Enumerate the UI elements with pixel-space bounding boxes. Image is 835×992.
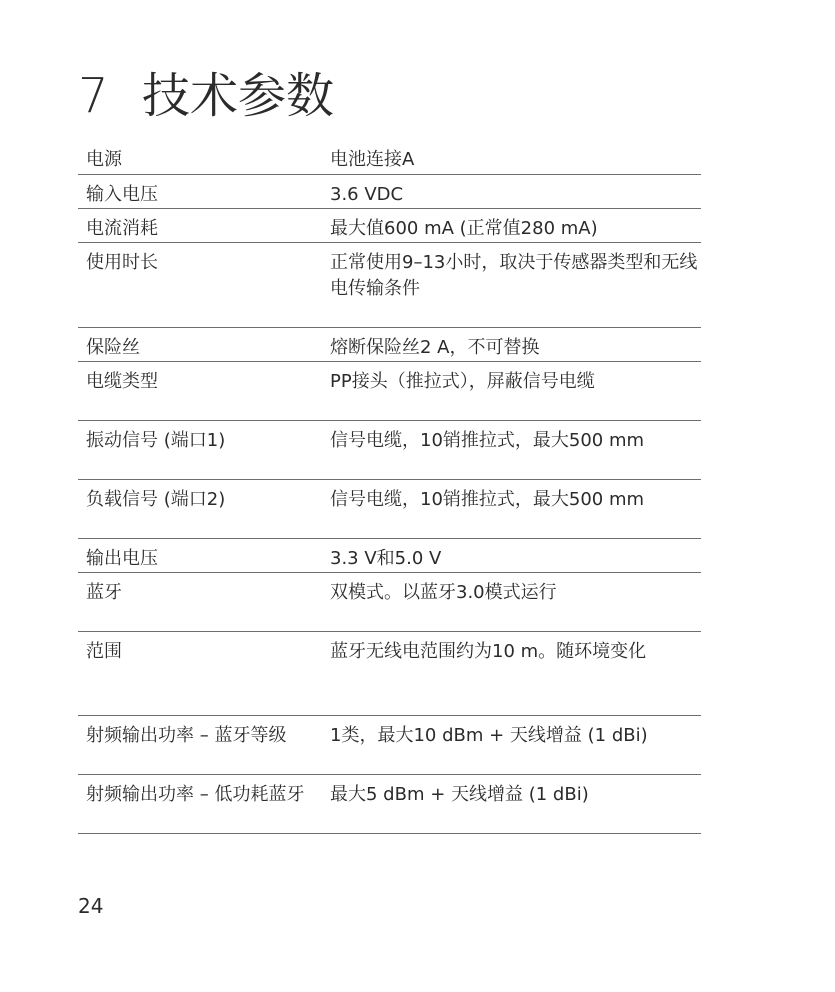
spec-label: 输出电压 xyxy=(86,548,158,569)
spec-row-bluetooth xyxy=(78,573,701,632)
spec-table xyxy=(78,140,701,834)
spec-label: 电缆类型 xyxy=(86,371,158,392)
section-title: 技术参数 xyxy=(142,68,335,124)
spec-row-operating-time xyxy=(78,243,701,328)
spec-value: 3.3 V和5.0 V xyxy=(330,548,442,569)
spec-value: 熔断保险丝2 A，不可替换 xyxy=(330,337,540,358)
spec-value: 电池连接A xyxy=(330,149,415,170)
spec-label: 蓝牙 xyxy=(86,582,122,603)
spec-label: 负载信号 (端口2) xyxy=(86,489,226,510)
spec-value: 信号电缆，10销推拉式，最大500 mm xyxy=(330,489,645,510)
spec-row-power-source xyxy=(78,140,701,175)
spec-value: 1类，最大10 dBm + 天线增益 (1 dBi) xyxy=(330,725,648,746)
spec-label: 使用时长 xyxy=(86,252,158,273)
page-number: 24 xyxy=(78,894,104,918)
spec-value: 正常使用9–13小时，取决于传感器类型和无线电传输条件 xyxy=(330,252,698,299)
spec-row-range xyxy=(78,632,701,716)
spec-row-fuse xyxy=(78,328,701,362)
spec-value: 最大5 dBm + 天线增益 (1 dBi) xyxy=(330,784,589,805)
spec-value: 3.6 VDC xyxy=(330,184,404,205)
spec-label: 电流消耗 xyxy=(86,218,158,239)
spec-label: 范围 xyxy=(86,641,122,662)
spec-row-output-voltage xyxy=(78,539,701,573)
spec-label: 输入电压 xyxy=(86,184,158,205)
spec-row-load-signal xyxy=(78,480,701,539)
spec-label: 保险丝 xyxy=(86,337,140,358)
section-number: 7 xyxy=(78,68,109,124)
spec-value: 双模式。以蓝牙3.0模式运行 xyxy=(330,582,557,603)
spec-row-rf-power-ble xyxy=(78,775,701,834)
spec-row-cable-type xyxy=(78,362,701,421)
spec-row-vibration-signal xyxy=(78,421,701,480)
spec-label: 射频输出功率 – 低功耗蓝牙 xyxy=(86,784,305,805)
spec-value: 最大值600 mA (正常值280 mA) xyxy=(330,218,598,239)
section-heading xyxy=(78,64,334,128)
spec-value: 信号电缆，10销推拉式，最大500 mm xyxy=(330,430,645,451)
spec-row-rf-power-bluetooth-class xyxy=(78,716,701,775)
spec-label: 振动信号 (端口1) xyxy=(86,430,226,451)
spec-label: 射频输出功率 – 蓝牙等级 xyxy=(86,725,287,746)
spec-row-current-consumption xyxy=(78,209,701,243)
spec-value: 蓝牙无线电范围约为10 m。随环境变化 xyxy=(330,641,647,662)
spec-label: 电源 xyxy=(86,149,122,170)
spec-row-input-voltage xyxy=(78,175,701,209)
spec-value: PP接头（推拉式），屏蔽信号电缆 xyxy=(330,371,595,392)
